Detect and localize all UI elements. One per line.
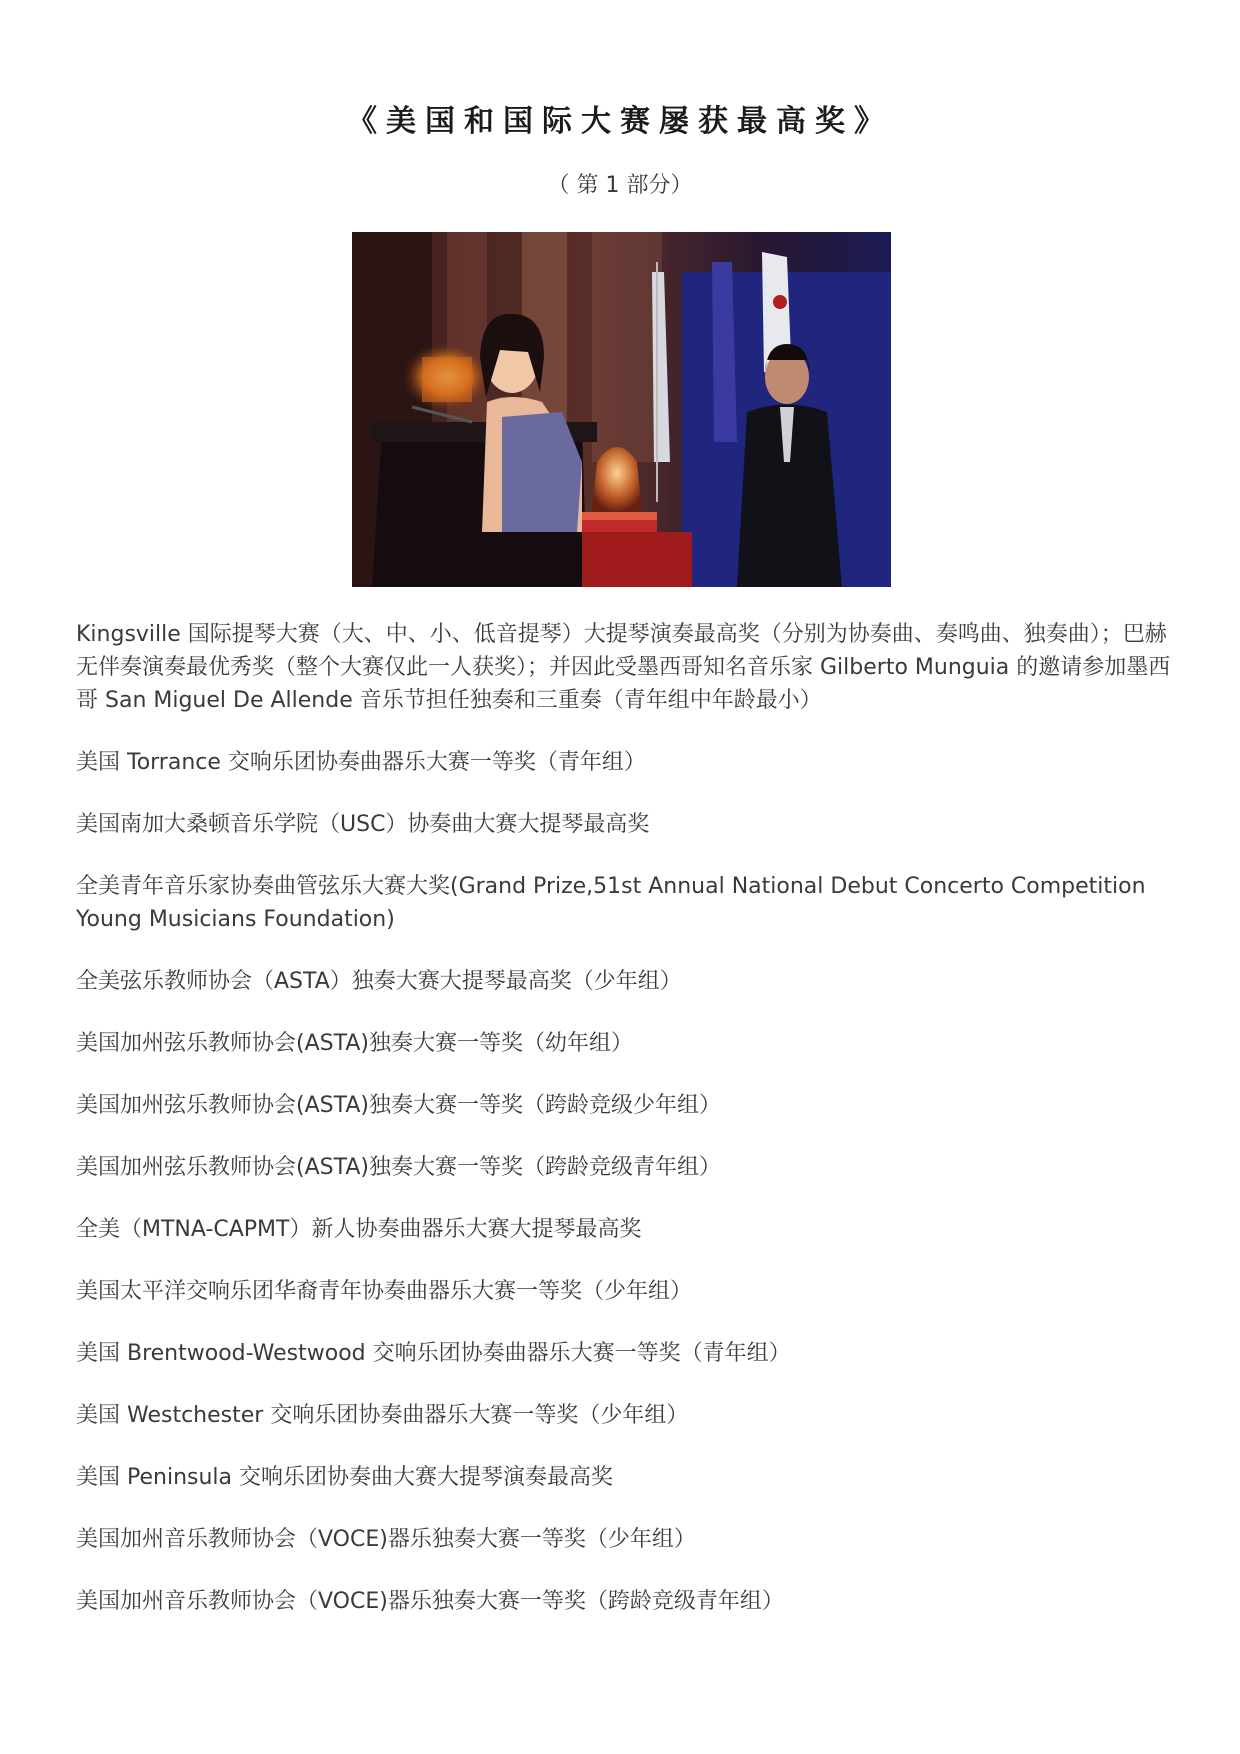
award-item: 全美（MTNA-CAPMT）新人协奏曲器乐大赛大提琴最高奖 [76,1217,642,1242]
award-item: 全美青年音乐家协奏曲管弦乐大赛大奖(Grand Prize,51st Annual National Debut Concerto Competition Young Musicians Foundation) [76,874,1146,932]
award-item: 美国太平洋交响乐团华裔青年协奏曲器乐大赛一等奖（少年组） [76,1279,693,1304]
award-item: 美国加州音乐教师协会（VOCE)器乐独奏大赛一等奖（少年组） [76,1527,696,1552]
award-item: 美国加州弦乐教师协会(ASTA)独奏大赛一等奖（幼年组） [76,1031,633,1056]
award-item: 美国南加大桑顿音乐学院（USC）协奏曲大赛大提琴最高奖 [76,812,650,837]
award-item: 美国加州弦乐教师协会(ASTA)独奏大赛一等奖（跨龄竞级青年组） [76,1155,721,1180]
award-item: 美国加州音乐教师协会（VOCE)器乐独奏大赛一等奖（跨龄竞级青年组） [76,1589,784,1614]
award-ceremony-photo [352,232,891,587]
award-item: 美国 Brentwood-Westwood 交响乐团协奏曲器乐大赛一等奖（青年组） [76,1341,791,1366]
awards-list [76,618,1176,1647]
award-item: 全美弦乐教师协会（ASTA）独奏大赛大提琴最高奖（少年组） [76,969,682,994]
award-item: 美国加州弦乐教师协会(ASTA)独奏大赛一等奖（跨龄竞级少年组） [76,1093,721,1118]
award-item: 美国 Peninsula 交响乐团协奏曲大赛大提琴演奏最高奖 [76,1465,614,1490]
photo-illustration [352,232,891,587]
award-item: 美国 Torrance 交响乐团协奏曲器乐大赛一等奖（青年组） [76,750,646,775]
award-item: 美国 Westchester 交响乐团协奏曲器乐大赛一等奖（少年组） [76,1403,689,1428]
page-subtitle: （ 第 1 部分） [547,173,693,198]
page-title: 《美国和国际大赛屡获最高奖》 [347,104,893,139]
award-item: Kingsville 国际提琴大赛（大、中、小、低音提琴）大提琴演奏最高奖（分别为协奏曲、奏鸣曲、独奏曲）；巴赫无伴奏演奏最优秀奖（整个大赛仅此一人获奖）；并因此受墨西哥知名音乐家 Gilberto Munguia 的邀请参加墨西哥 San Miguel De Allende 音乐节担任独奏和三重奏（青年组中年龄最小） [76,622,1171,713]
